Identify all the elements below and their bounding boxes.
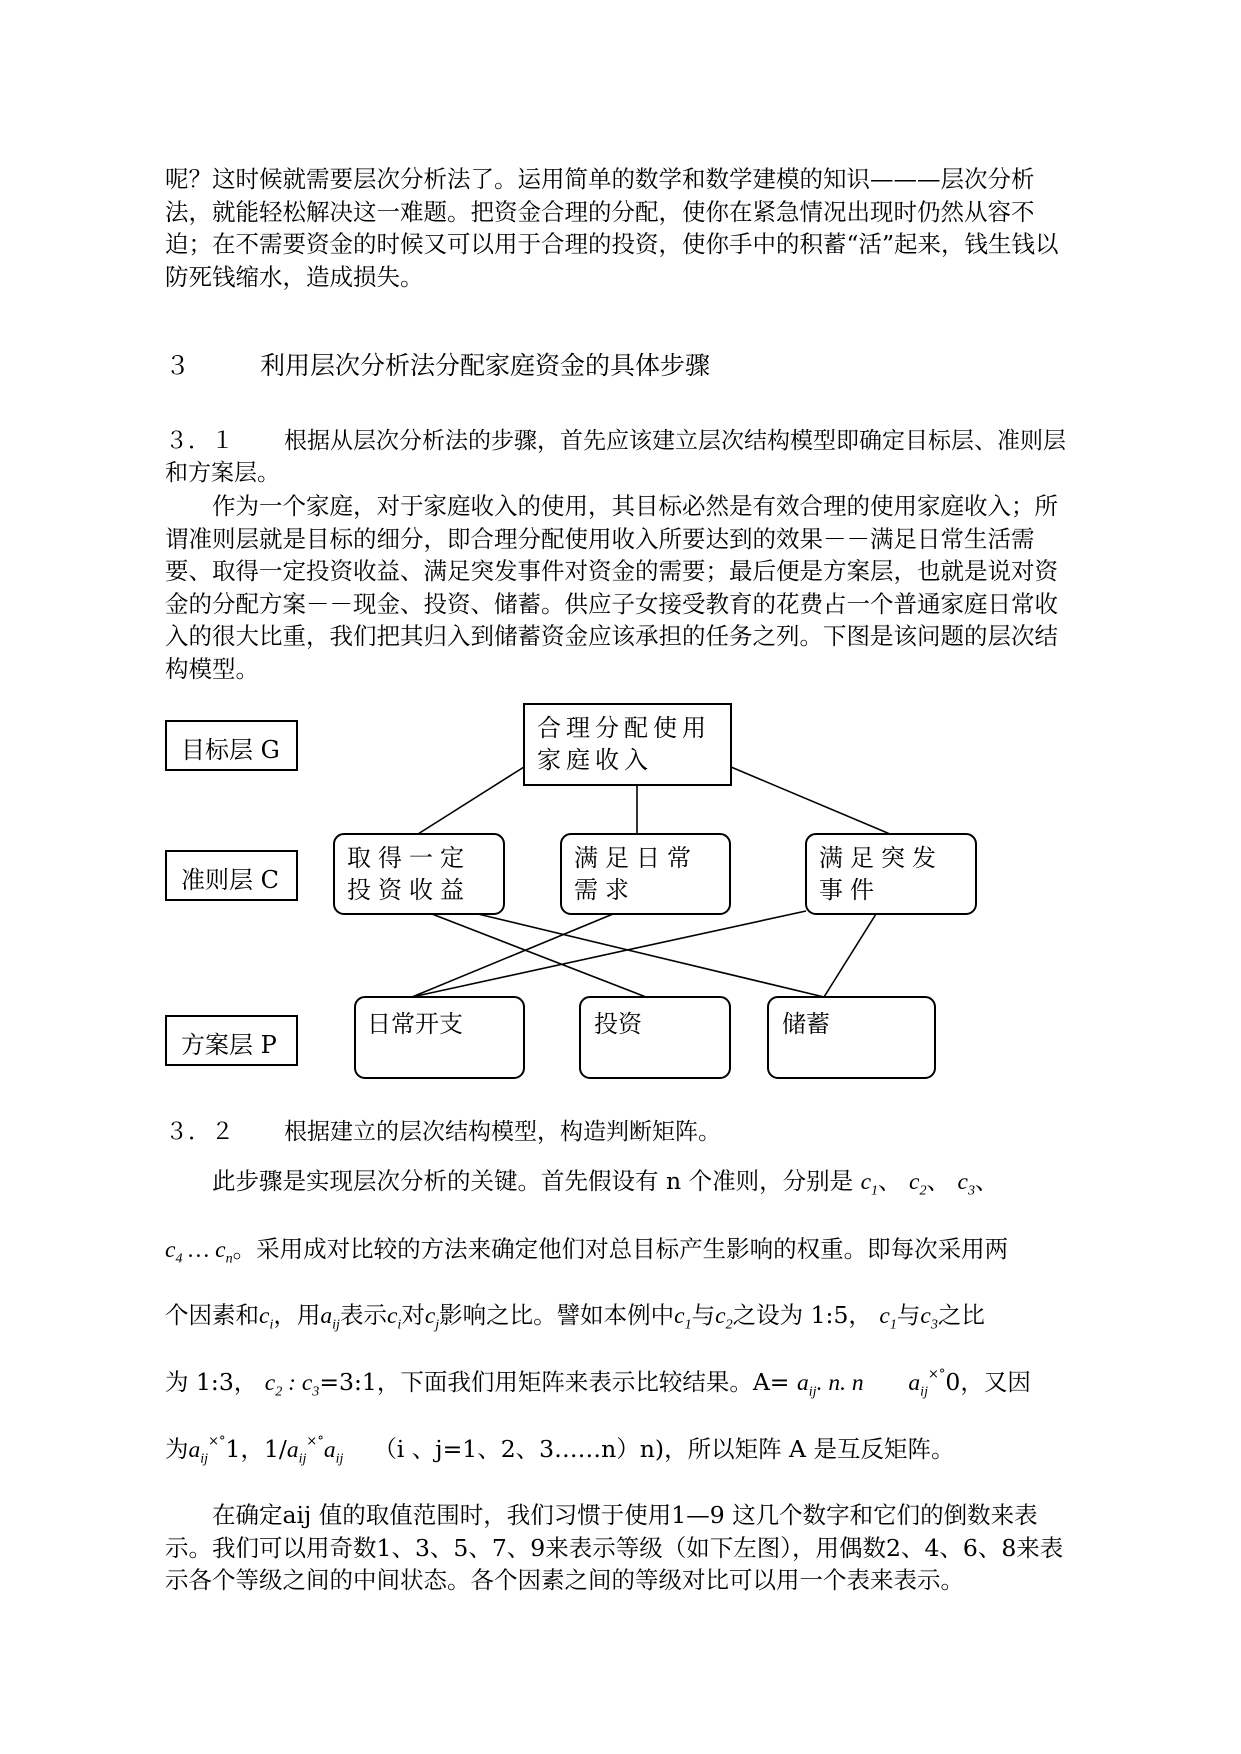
plan-box-2-label: 投资 — [594, 1010, 642, 1038]
connector-goal-c1 — [418, 767, 524, 834]
connector-goal-c3 — [731, 767, 890, 834]
goal-layer-label: 目标层 G — [181, 736, 280, 764]
var-c2-c3-ratio: $c_2$ : $c_3$ — [264, 1370, 320, 1400]
criteria-box-3-label: 满足突发事件 — [819, 844, 943, 904]
var-ci-2: $c_i$ — [386, 1303, 402, 1333]
var-ci: $c_i$ — [259, 1303, 274, 1333]
var-cj: $c_j$ — [424, 1303, 440, 1333]
s32-text-1b: 。采用成对比较的方法来确定他们对总目标产生影响的权重。即每次采用两 — [232, 1235, 1009, 1263]
var-matrix-a: $a_{ij}$. n. n — [796, 1370, 864, 1400]
var-c1-b: $c_1$ — [674, 1303, 692, 1333]
var-c3: $c_3$ — [957, 1169, 975, 1199]
symbol-eq-1: ×° — [208, 1434, 226, 1449]
var-c4-cn: $c_4$ … $c_n$ — [165, 1237, 233, 1267]
s32-line-4: 为 1:3， $c_2$ : $c_3=3:1$，下面我们用矩阵来表示比较结果。$A= a_{ij}$. n. n $a_{ij}^{\times^\circ}0$，又因 — [165, 1367, 1031, 1400]
plan-layer-label: 方案层 P — [181, 1031, 277, 1059]
section-3-title: 利用层次分析法分配家庭资金的具体步骤 — [260, 351, 711, 380]
s32-text-d1: 为 1:3， — [165, 1368, 258, 1396]
plan-box-1-label: 日常开支 — [367, 1010, 463, 1038]
section-3-2-number: ３．２ — [165, 1119, 234, 1145]
s32-text-1a: 此步骤是实现层次分析的关键。首先假设有 n 个准则，分别是 — [212, 1167, 854, 1195]
plan-box-3-label: 储蓄 — [782, 1010, 830, 1038]
s32-text-c6b: 与 — [896, 1301, 921, 1329]
symbol-gt: ×° — [928, 1367, 946, 1382]
s32-text-c3: 表示 — [339, 1301, 387, 1329]
var-aij-5: $a_{ij}$ — [323, 1437, 344, 1467]
var-c3-b: $c_3$ — [920, 1303, 938, 1333]
s32-text-c2: ，用 — [273, 1301, 321, 1329]
section-3-number: ３ — [165, 351, 191, 380]
var-c2-b: $c_2$ — [715, 1303, 733, 1333]
s32-line-5 — [165, 1430, 1081, 1468]
section-3-2-title: 根据建立的层次结构模型，构造判断矩阵。 — [284, 1119, 721, 1145]
var-aij-2: $a_{ij}$ — [908, 1370, 928, 1400]
connector-c3-p3 — [824, 914, 876, 997]
s32-line-3 — [165, 1296, 1081, 1334]
criteria-box-1-label: 取得一定投资收益 — [347, 844, 471, 904]
s32-line-1: 此步骤是实现层次分析的关键。首先假设有 n 个准则，分别是 $c_1$、 $c_2$、 $c_3$、 — [212, 1167, 999, 1199]
section-3-1-title: 根据从层次分析法的步骤，首先应该建立层次结构模型即确定目标层、准则层和方案层。 — [165, 428, 1066, 486]
goal-box-label: 合理分配使用家庭收入 — [537, 714, 711, 774]
connector-c2-p1 — [412, 914, 613, 997]
criteria-box-2-label: 满足日常需求 — [574, 844, 698, 904]
section-3-1-body: 作为一个家庭，对于家庭收入的使用，其目标必然是有效合理的使用家庭收入；所谓准则层就是目标的细分，即合理分配使用收入所要达到的效果－－满足日常生活需要、取得一定投资收益、满足突发事件对资金的需要；最后便是方案层，也就是说对资金的分配方案－－现金、投资、储蓄。供应子女接受教育的花费占一个普通家庭日常收入的很大比重，我们把其归入到储蓄资金应该承担的任务之列。下图是该问题的层次结构模型。 — [165, 492, 1058, 683]
connector-c1-p3 — [478, 914, 824, 997]
var-c1: $c_1$ — [860, 1169, 879, 1199]
section-3-2-heading — [165, 1113, 721, 1146]
var-aij-3: $a_{ij}$ — [188, 1437, 209, 1467]
symbol-eq-2: ×° — [306, 1434, 324, 1449]
var-aij-4: $a_{ij}$ — [286, 1437, 307, 1467]
var-c1-c: $c_1$ — [879, 1303, 897, 1333]
s32-text-c5: 影响之比。譬如本例中 — [439, 1301, 675, 1329]
var-aij: $a_{ij}$ — [320, 1303, 340, 1333]
s32-line-2 — [165, 1230, 1081, 1268]
var-c2: $c_2$ — [909, 1169, 927, 1199]
s32-paragraph-2: 在确定aij 值的取值范围时，我们习惯于使用1—9 这几个数字和它们的倒数来表示。我们可以用奇数1、3、5、7、9来表示等级（如下左图），用偶数2、4、6、8来表示各个等级之间的中间状态。各个因素之间的等级对比可以用一个表来表示。 — [165, 1501, 1064, 1594]
s32-text-c6: 与 — [691, 1301, 716, 1329]
connector-c3-p1 — [412, 911, 806, 997]
s32-text-e3: （i 、j=1、2、3……n）n)，所以矩阵 A 是互反矩阵。 — [373, 1435, 955, 1463]
s32-text-c7: 之设为 1:5， — [732, 1301, 872, 1329]
connector-c1-p2 — [432, 914, 646, 997]
intro-paragraph: 呢？这时候就需要层次分析法了。运用简单的数学和数学建模的知识———层次分析法，就能轻松解决这一难题。把资金合理的分配，使你在紧急情况出现时仍然从容不迫；在不需要资金的时候又可以用于合理的投资，使你手中的积蓄“活”起来，钱生钱以防死钱缩水，造成损失。 — [165, 165, 1059, 291]
section-3-1-number: ３．１ — [165, 428, 234, 454]
s32-text-d2: =3:1，下面我们用矩阵来表示比较结果。A= — [319, 1368, 790, 1396]
s32-text-c8: 之比 — [937, 1301, 985, 1329]
s32-text-c1: 个因素和 — [165, 1301, 259, 1329]
criteria-layer-label: 准则层 C — [181, 866, 279, 894]
s32-text-c4: 对 — [401, 1301, 425, 1329]
s32-text-e1: 为 — [165, 1435, 189, 1463]
s32-text-d3: ，又因 — [960, 1368, 1031, 1396]
s32-text-e2: 1，1/ — [225, 1435, 287, 1463]
